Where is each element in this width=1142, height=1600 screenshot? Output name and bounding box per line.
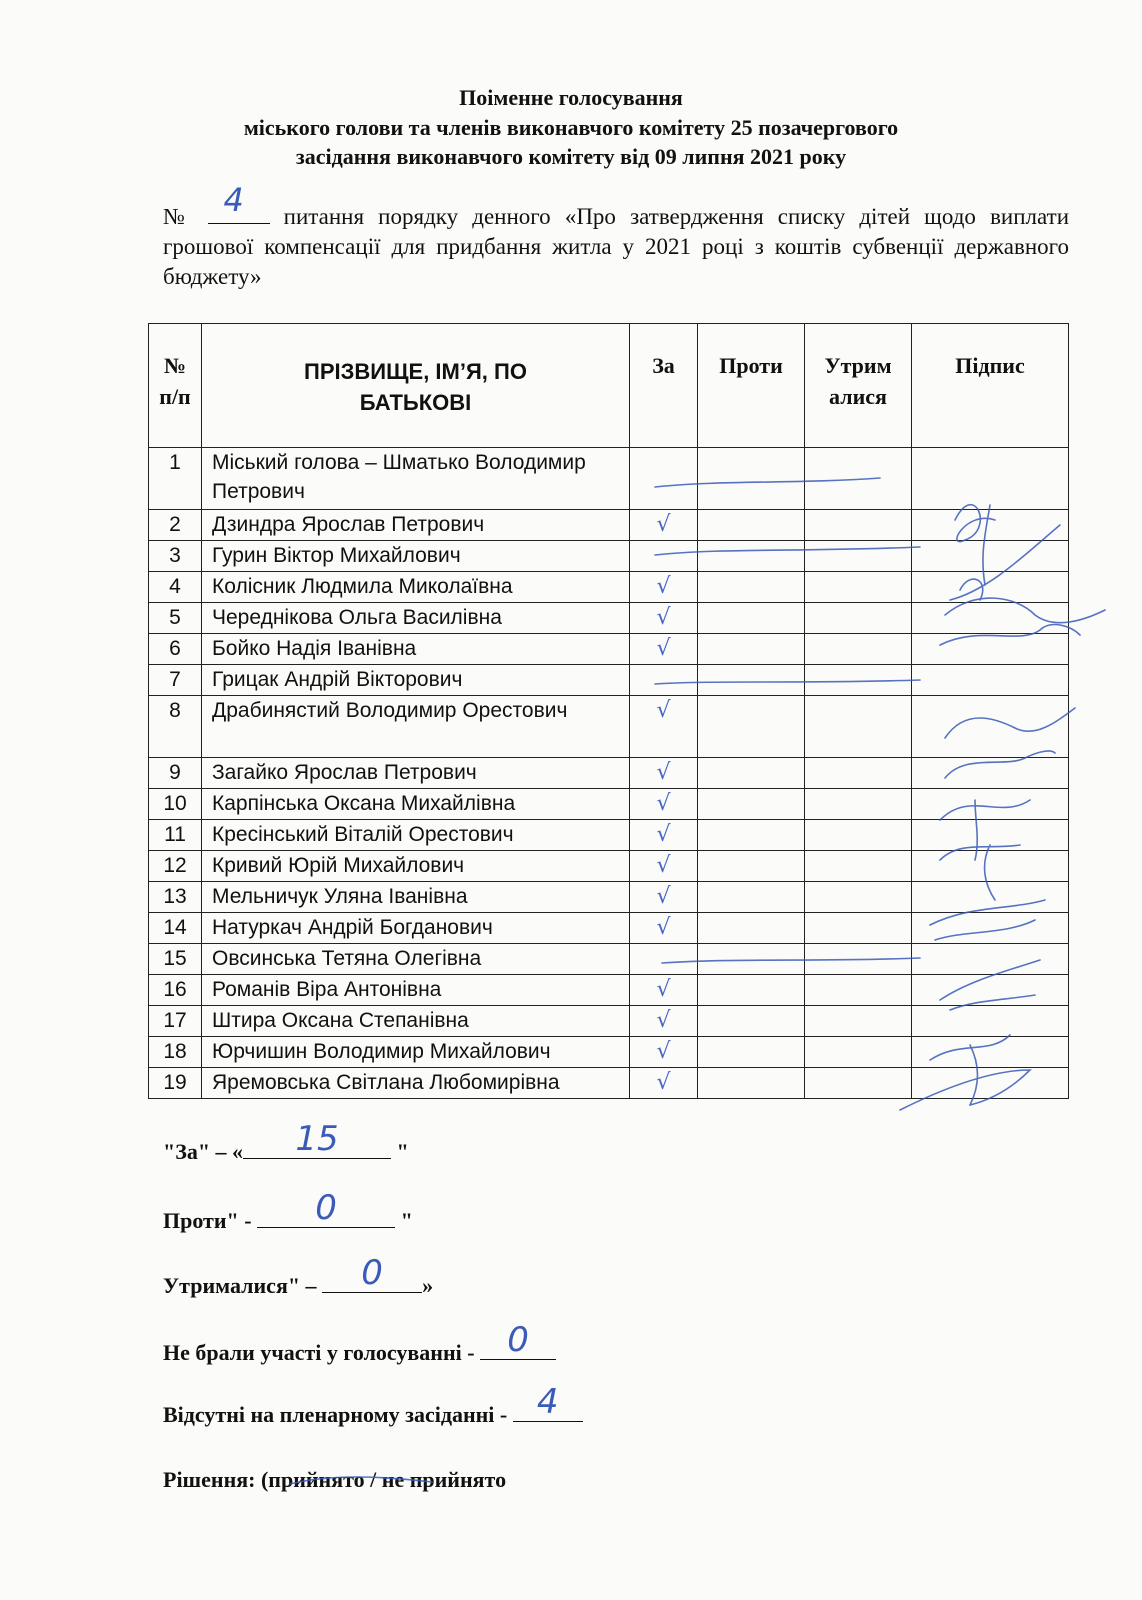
question-number: 4 — [223, 181, 244, 219]
row-number: 5 — [149, 603, 202, 634]
total-za-value: 15 — [295, 1119, 339, 1159]
member-name: Яремовська Світлана Любомирівна — [202, 1068, 630, 1099]
vote-utrym-cell — [805, 975, 912, 1006]
vote-proty-cell — [698, 913, 805, 944]
row-number: 8 — [149, 696, 202, 758]
vote-utrym-cell — [805, 882, 912, 913]
table-row — [149, 944, 1069, 975]
member-name: Колісник Людмила Миколаївна — [202, 572, 630, 603]
table-row — [149, 882, 1069, 913]
vote-utrym-cell — [805, 1006, 912, 1037]
table-row — [149, 820, 1069, 851]
check-mark-icon: √ — [656, 636, 671, 661]
vote-za-cell — [630, 1006, 698, 1037]
check-mark-icon: √ — [656, 822, 671, 847]
member-name: Грицак Андрій Вікторович — [202, 665, 630, 696]
vote-utrym-cell — [805, 1037, 912, 1068]
check-mark-icon: √ — [656, 977, 671, 1002]
signature-cell — [912, 510, 1069, 541]
total-nebraly-value: 0 — [507, 1320, 529, 1360]
vote-proty-cell — [698, 1006, 805, 1037]
signature-cell — [912, 665, 1069, 696]
vote-proty-cell — [698, 665, 805, 696]
row-number: 9 — [149, 758, 202, 789]
vote-utrym-cell — [805, 572, 912, 603]
vote-za-cell — [630, 975, 698, 1006]
total-proty-label: Проти" - — [163, 1208, 258, 1233]
check-mark-icon: √ — [656, 760, 671, 785]
vote-utrym-cell — [805, 1068, 912, 1099]
table-row — [149, 1006, 1069, 1037]
row-number: 19 — [149, 1068, 202, 1099]
table-row — [149, 448, 1069, 510]
row-number: 15 — [149, 944, 202, 975]
voting-table — [148, 323, 1069, 1099]
vote-proty-cell — [698, 789, 805, 820]
row-number: 18 — [149, 1037, 202, 1068]
signature-cell — [912, 541, 1069, 572]
member-name: Гурин Віктор Михайлович — [202, 541, 630, 572]
signature-cell — [912, 572, 1069, 603]
table-row — [149, 541, 1069, 572]
vote-utrym-cell — [805, 851, 912, 882]
table-row — [149, 510, 1069, 541]
row-number: 16 — [149, 975, 202, 1006]
row-number: 1 — [149, 448, 202, 510]
total-proty — [163, 1188, 413, 1236]
member-name: Дзиндра Ярослав Петрович — [202, 510, 630, 541]
vote-proty-cell — [698, 1037, 805, 1068]
table-row — [149, 634, 1069, 665]
signature-cell — [912, 820, 1069, 851]
member-name: Мельничук Уляна Іванівна — [202, 882, 630, 913]
member-name: Штира Оксана Степанівна — [202, 1006, 630, 1037]
row-number: 6 — [149, 634, 202, 665]
member-name: Романів Віра Антонівна — [202, 975, 630, 1006]
vote-za-cell — [630, 603, 698, 634]
vote-za-cell — [630, 634, 698, 665]
vote-za-cell — [630, 665, 698, 696]
vote-utrym-cell — [805, 820, 912, 851]
check-mark-icon: √ — [656, 884, 671, 909]
signature-cell — [912, 882, 1069, 913]
vote-za-cell — [630, 944, 698, 975]
member-name: Кресінський Віталій Орестович — [202, 820, 630, 851]
vote-za-cell — [630, 448, 698, 510]
signature-cell — [912, 448, 1069, 510]
total-vidsutni-value: 4 — [536, 1382, 559, 1422]
vote-utrym-cell — [805, 665, 912, 696]
table-row — [149, 975, 1069, 1006]
row-number: 2 — [149, 510, 202, 541]
total-za-end: " — [391, 1139, 409, 1164]
vote-proty-cell — [698, 851, 805, 882]
row-number: 10 — [149, 789, 202, 820]
vote-proty-cell — [698, 882, 805, 913]
check-mark-icon: √ — [656, 605, 671, 630]
row-number: 11 — [149, 820, 202, 851]
vote-utrym-cell — [805, 603, 912, 634]
vote-utrym-cell — [805, 510, 912, 541]
signature-cell — [912, 1037, 1069, 1068]
table-row — [149, 789, 1069, 820]
col-header-za: За — [630, 324, 698, 448]
vote-proty-cell — [698, 944, 805, 975]
row-number: 17 — [149, 1006, 202, 1037]
table-row — [149, 696, 1069, 758]
table-header-row — [149, 324, 1069, 448]
vote-proty-cell — [698, 603, 805, 634]
table-row — [149, 665, 1069, 696]
total-vidsutni-label: Відсутні на пленарному засіданні - — [163, 1402, 513, 1427]
vote-za-cell — [630, 510, 698, 541]
row-number: 14 — [149, 913, 202, 944]
total-za — [163, 1119, 409, 1167]
vote-utrym-cell — [805, 448, 912, 510]
vote-za-cell — [630, 851, 698, 882]
vote-proty-cell — [698, 448, 805, 510]
member-name: Міський голова – Шматько Володимир Петрович — [202, 448, 630, 510]
vote-za-cell — [630, 696, 698, 758]
signature-cell — [912, 851, 1069, 882]
signature-cell — [912, 944, 1069, 975]
check-mark-icon: √ — [656, 1008, 671, 1033]
agenda-question — [163, 181, 1069, 292]
decision-line: Рішення: (прийнято / не прийнято — [163, 1467, 507, 1492]
vote-proty-cell — [698, 1068, 805, 1099]
row-number: 4 — [149, 572, 202, 603]
table-row — [149, 758, 1069, 789]
vote-utrym-cell — [805, 696, 912, 758]
vote-utrym-cell — [805, 541, 912, 572]
vote-za-cell — [630, 882, 698, 913]
total-utrym-value: 0 — [361, 1253, 383, 1293]
question-number-field — [208, 181, 270, 224]
total-nebraly — [163, 1320, 556, 1368]
table-row — [149, 572, 1069, 603]
member-name: Кривий Юрій Михайлович — [202, 851, 630, 882]
vote-proty-cell — [698, 758, 805, 789]
member-name: Драбинястий Володимир Орестович — [202, 696, 630, 758]
check-mark-icon: √ — [656, 1070, 671, 1095]
vote-proty-cell — [698, 634, 805, 665]
signature-cell — [912, 1068, 1069, 1099]
doc-title-line-1: Поіменне голосування — [459, 85, 683, 110]
vote-za-cell — [630, 789, 698, 820]
total-utrym-label: Утрималися" – — [163, 1273, 323, 1298]
col-header-num: № п/п — [149, 324, 202, 448]
question-prefix: № — [163, 204, 194, 229]
member-name: Овсинська Тетяна Олегівна — [202, 944, 630, 975]
vote-za-cell — [630, 1068, 698, 1099]
col-header-name: ПРІЗВИЩЕ, ІМ’Я, ПО БАТЬКОВІ — [202, 324, 630, 448]
vote-utrym-cell — [805, 634, 912, 665]
vote-utrym-cell — [805, 758, 912, 789]
row-number: 12 — [149, 851, 202, 882]
row-number: 3 — [149, 541, 202, 572]
table-row — [149, 851, 1069, 882]
row-number: 13 — [149, 882, 202, 913]
signature-cell — [912, 603, 1069, 634]
doc-title-line-2: міського голови та членів виконавчого комітету 25 позачергового — [243, 115, 899, 140]
check-mark-icon: √ — [656, 791, 671, 816]
member-name: Юрчишин Володимир Михайлович — [202, 1037, 630, 1068]
signature-cell — [912, 634, 1069, 665]
col-header-pidpys: Підпис — [912, 324, 1069, 448]
vote-proty-cell — [698, 975, 805, 1006]
signature-cell — [912, 758, 1069, 789]
vote-proty-cell — [698, 541, 805, 572]
member-name: Загайко Ярослав Петрович — [202, 758, 630, 789]
total-nebraly-label: Не брали участі у голосуванні - — [163, 1340, 481, 1365]
signature-cell — [912, 975, 1069, 1006]
check-mark-icon: √ — [656, 512, 671, 537]
table-row — [149, 1068, 1069, 1099]
total-vidsutni — [163, 1382, 583, 1430]
signature-cell — [912, 789, 1069, 820]
total-proty-value: 0 — [315, 1188, 337, 1228]
vote-utrym-cell — [805, 789, 912, 820]
signature-cell — [912, 1006, 1069, 1037]
question-text: питання порядку денного «Про затвердження списку дітей щодо виплати грошової компенсації для придбання житла у 2021 році з коштів субвенції державного бюджету» — [163, 204, 1069, 289]
doc-title-line-3: засідання виконавчого комітету від 09 липня 2021 року — [295, 144, 847, 169]
vote-za-cell — [630, 541, 698, 572]
check-mark-icon: √ — [656, 853, 671, 878]
total-proty-end: " — [395, 1208, 413, 1233]
row-number: 7 — [149, 665, 202, 696]
vote-proty-cell — [698, 510, 805, 541]
table-row — [149, 913, 1069, 944]
vote-za-cell — [630, 820, 698, 851]
signature-cell — [912, 696, 1069, 758]
vote-za-cell — [630, 1037, 698, 1068]
total-za-label: "За" – « — [163, 1139, 244, 1164]
total-utrym-end: » — [422, 1273, 434, 1298]
col-header-utrym: Утрим алися — [805, 324, 912, 448]
vote-utrym-cell — [805, 944, 912, 975]
check-mark-icon: √ — [656, 1039, 671, 1064]
vote-za-cell — [630, 758, 698, 789]
vote-proty-cell — [698, 820, 805, 851]
vote-za-cell — [630, 572, 698, 603]
table-row — [149, 1037, 1069, 1068]
total-utrym — [163, 1253, 434, 1301]
vote-utrym-cell — [805, 913, 912, 944]
vote-za-cell — [630, 913, 698, 944]
check-mark-icon: √ — [656, 574, 671, 599]
check-mark-icon: √ — [656, 915, 671, 940]
vote-proty-cell — [698, 572, 805, 603]
member-name: Натуркач Андрій Богданович — [202, 913, 630, 944]
table-row — [149, 603, 1069, 634]
signature-cell — [912, 913, 1069, 944]
col-header-proty: Проти — [698, 324, 805, 448]
check-mark-icon: √ — [656, 698, 671, 723]
member-name: Череднікова Ольга Василівна — [202, 603, 630, 634]
vote-proty-cell — [698, 696, 805, 758]
member-name: Карпінська Оксана Михайлівна — [202, 789, 630, 820]
member-name: Бойко Надія Іванівна — [202, 634, 630, 665]
